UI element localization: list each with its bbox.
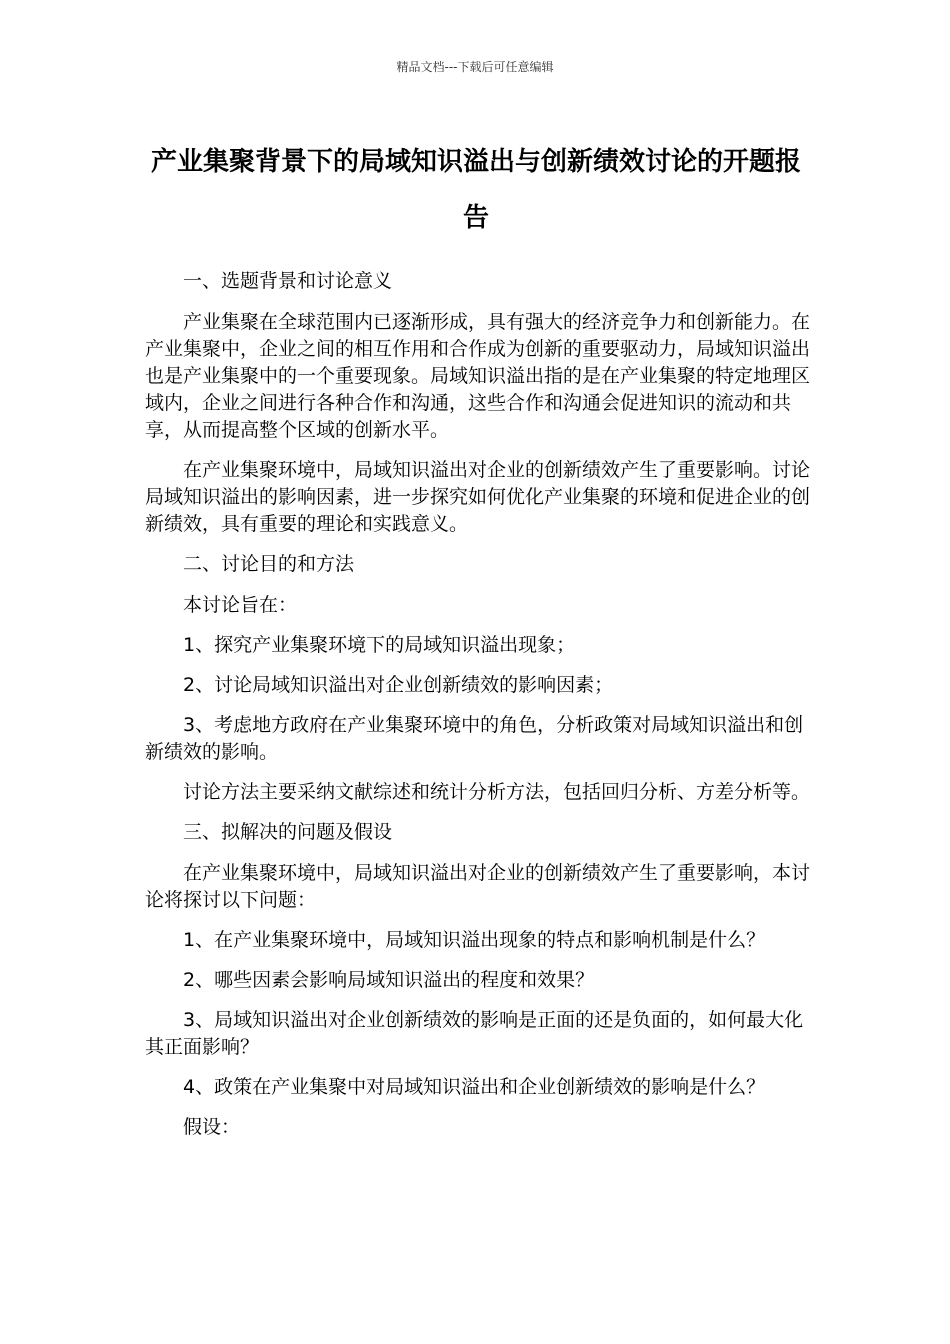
document-title: 产业集聚背景下的局域知识溢出与创新绩效讨论的开题报告 <box>150 147 801 233</box>
list-item: 3、考虑地方政府在产业集聚环境中的角色，分析政策对局域知识溢出和创新绩效的影响。 <box>145 714 804 763</box>
list-item: 3、局域知识溢出对企业创新绩效的影响是正面的还是负面的，如何最大化其正面影响？ <box>145 1009 804 1058</box>
list-item: 2、哪些因素会影响局域知识溢出的程度和效果？ <box>183 969 595 991</box>
list-item: 4、政策在产业集聚中对局域知识溢出和企业创新绩效的影响是什么？ <box>183 1076 766 1098</box>
list-item: 2、讨论局域知识溢出对企业创新绩效的影响因素； <box>183 674 614 696</box>
list-item: 1、探究产业集聚环境下的局域知识溢出现象； <box>183 634 576 656</box>
paragraph: 假设： <box>183 1116 241 1138</box>
paragraph: 讨论方法主要采纳文献综述和统计分析方法，包括回归分析、方差分析等。 <box>183 781 811 803</box>
document-body <box>145 268 810 1154</box>
paragraph: 在产业集聚环境中，局域知识溢出对企业的创新绩效产生了重要影响，本讨论将探讨以下问题： <box>145 862 811 911</box>
section-heading-3: 三、拟解决的问题及假设 <box>183 821 393 843</box>
paragraph: 在产业集聚环境中，局域知识溢出对企业的创新绩效产生了重要影响。讨论局域知识溢出的影响因素，进一步探究如何优化产业集聚的环境和促进企业的创新绩效，具有重要的理论和实践意义。 <box>145 459 811 535</box>
section-heading-2: 二、讨论目的和方法 <box>183 553 355 575</box>
paragraph: 本讨论旨在： <box>183 594 298 616</box>
page-header: 精品文档---下载后可任意编辑 <box>396 60 554 74</box>
list-item: 1、在产业集聚环境中，局域知识溢出现象的特点和影响机制是什么？ <box>183 929 766 951</box>
section-heading-1: 一、选题背景和讨论意义 <box>183 270 393 292</box>
paragraph: 产业集聚在全球范围内已逐渐形成，具有强大的经济竞争力和创新能力。在产业集聚中，企业之间的相互作用和合作成为创新的重要驱动力，局域知识溢出也是产业集聚中的一个重要现象。局域知识溢出指的是在产业集聚的特定地理区域内，企业之间进行各种合作和沟通，这些合作和沟通会促进知识的流动和共享，从而提高整个区域的创新水平。 <box>145 311 811 441</box>
